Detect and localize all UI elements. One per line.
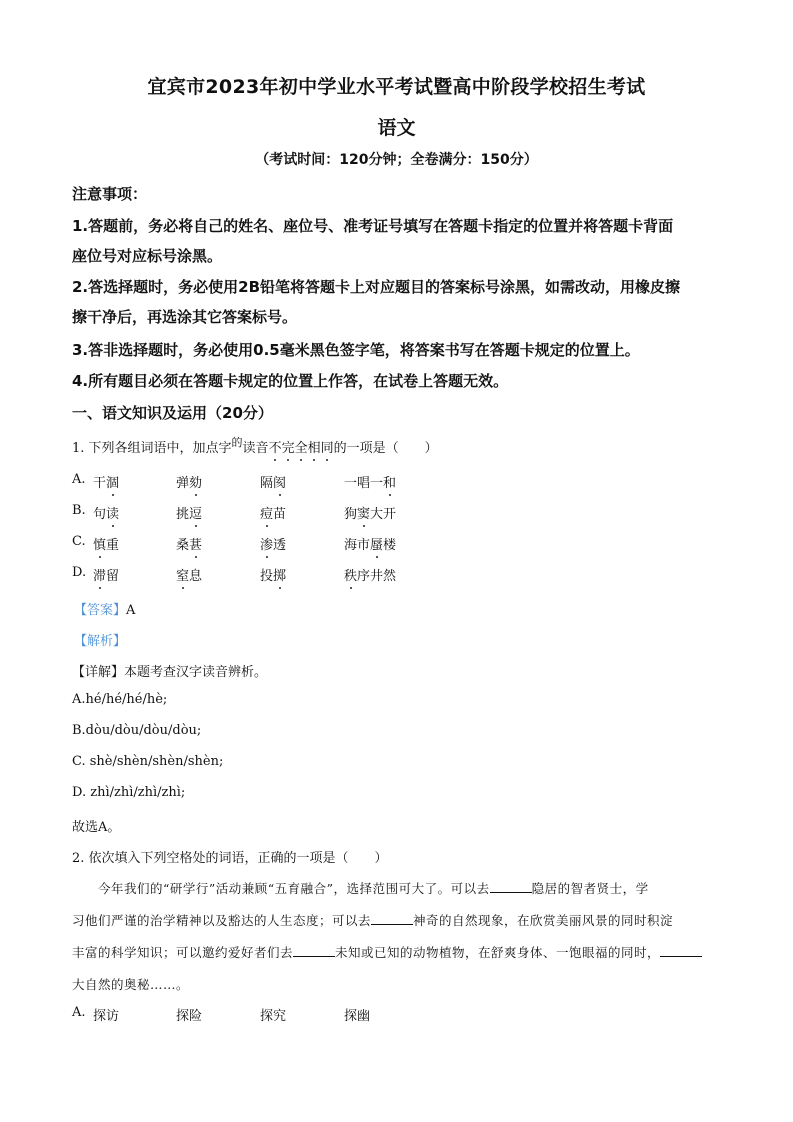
q1-option-d: D. 滞留 窒息 投掷 秩序井然 xyxy=(72,565,397,584)
fill-blank xyxy=(660,944,702,957)
notice-item: 4.所有题目必须在答题卡规定的位置上作答，在试卷上答题无效。 xyxy=(72,372,509,390)
fill-blank xyxy=(371,912,413,925)
section-heading: 一、语文知识及运用（20分） xyxy=(72,404,273,422)
q2-stem: 2. 依次填入下列空格处的词语，正确的一项是（ ） xyxy=(72,851,388,866)
dotted-char: 完 xyxy=(282,437,295,456)
q2-passage-line: 习他们严谨的治学精神以及豁达的人生态度；可以去 神奇的自然现象，在欣赏美丽风景的同时积淀 xyxy=(72,913,674,928)
q1-pinyin-b: B.dòu/dòu/dòu/dòu; xyxy=(72,723,202,738)
q2-passage-line: 丰富的科学知识；可以邀约爱好者们去 未知或已知的动物植物，在舒爽身体、一饱眼福的同时， xyxy=(72,943,702,961)
dotted-char: 全 xyxy=(295,437,308,456)
notice-item: 1.答题前，务必将自己的姓名、座位号、准考证号填写在答题卡指定的位置并将答题卡背面 xyxy=(72,217,674,235)
q2-passage-line: 大自然的奥秘……。 xyxy=(72,977,190,992)
q1-detail: 【详解】本题考查汉字读音辨析。 xyxy=(72,665,268,680)
notice-item: 2.答选择题时，务必使用2B铅笔将答题卡上对应题目的答案标号涂黑，如需改动，用橡皮擦 xyxy=(72,278,681,296)
notice-heading: 注意事项： xyxy=(72,185,148,203)
notice-item: 3.答非选择题时，务必使用0.5毫米黑色签字笔，将答案书写在答题卡规定的位置上。 xyxy=(72,341,640,359)
fill-blank xyxy=(490,880,532,893)
q1-pinyin-d: D. zhì/zhì/zhì/zhì; xyxy=(72,785,186,800)
notice-item: 座位号对应标号涂黑。 xyxy=(72,247,223,265)
fill-blank xyxy=(293,944,335,957)
q2-option-a: A. 探访 探险 探究 探幽 xyxy=(72,1005,371,1024)
dotted-char: 同 xyxy=(321,437,334,456)
q1-option-b: B. 句读 挑逗 痘苗 狗窦大开 xyxy=(72,503,397,522)
q1-conclusion: 故选A。 xyxy=(72,820,121,835)
exam-subject: 语文 xyxy=(377,117,416,139)
q1-option-a: A. 干涸 弹劾 隔阂 一唱一和 xyxy=(72,472,397,491)
exam-meta: （考试时间：120分钟；全卷满分：150分） xyxy=(255,152,538,168)
q1-pinyin-c: C. shè/shèn/shèn/shèn; xyxy=(72,754,224,769)
exam-title: 宜宾市2023年初中学业水平考试暨高中阶段学校招生考试 xyxy=(147,76,646,98)
q1-analysis-label: 【解析】 xyxy=(74,634,127,649)
dotted-char: 不 xyxy=(269,437,282,456)
notice-item: 擦干净后，再选涂其它答案标号。 xyxy=(72,308,298,326)
q1-option-c: C. 慎重 桑葚 渗透 海市蜃楼 xyxy=(72,534,397,553)
q1-answer: 【答案】A xyxy=(74,603,136,618)
q1-pinyin-a: A.hé/hé/hé/hè; xyxy=(72,692,168,707)
q1-stem: 1. 下列各组词语中，加点字$^的$读音不完全相同的一项是（ ） xyxy=(72,436,438,456)
dotted-char: 相 xyxy=(308,437,321,456)
q2-passage-line: 今年我们的“研学行”活动兼顾“五育融合”，选择范围可大了。可以去 隐居的智者贤士，学 xyxy=(72,881,649,896)
